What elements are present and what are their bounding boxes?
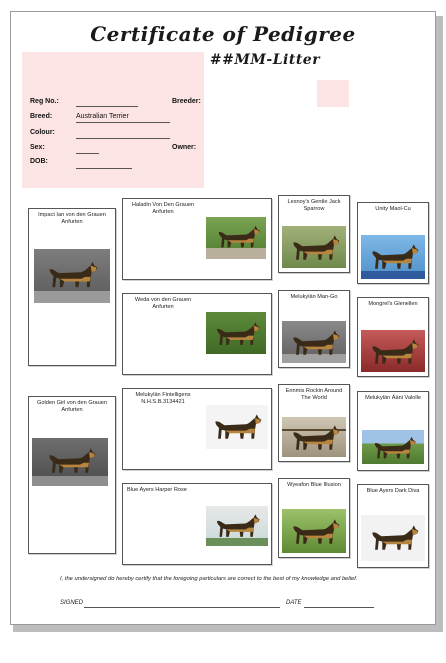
dog-name: Impact Ian von den Grauen Anfurten [38, 212, 106, 225]
dog-name: Ennmis Rockin Around The World [285, 388, 343, 401]
dog-name: Haladin Von Den Grauen Anfurten [131, 202, 195, 215]
colour-line [76, 138, 170, 139]
dog-photo [361, 515, 425, 561]
breed-line [76, 122, 170, 123]
signed-label: SIGNED [60, 600, 84, 606]
dog-photo [361, 235, 425, 279]
pedigree-card-great-grandparent-4 [278, 478, 350, 558]
dog-photo [282, 226, 346, 268]
reg-no-line [76, 106, 138, 107]
pedigree-card-great-great-grandparent-2 [357, 297, 429, 377]
dog-photo [282, 321, 346, 363]
dog-name: Melukylän Man-Go [290, 294, 338, 300]
dog-name: Golden Girl von den Grauen Anfurten [37, 400, 107, 413]
dog-photo [362, 430, 424, 464]
breed-label: Breed: [30, 113, 53, 120]
dob-line [76, 168, 132, 169]
dog-name: Weda von den Grauen Anfurten [134, 297, 192, 310]
pedigree-card-grandparent-1 [122, 198, 272, 280]
pedigree-card-grandparent-2 [122, 293, 272, 375]
reg-no-label: Reg No.: [30, 98, 59, 105]
pedigree-card-grandparent-3 [122, 388, 272, 470]
dog-photo [361, 330, 425, 372]
pedigree-card-great-grandparent-1 [278, 195, 350, 273]
dog-photo [206, 217, 266, 259]
dob-label: DOB: [30, 158, 48, 165]
pedigree-card-great-grandparent-2 [278, 290, 350, 368]
pedigree-card-great-great-grandparent-1 [357, 202, 429, 284]
date-line [304, 607, 374, 608]
pedigree-card-great-great-grandparent-3 [357, 391, 429, 471]
dog-name: Melukylän Fintelligens N.H.S.B.3134421 [135, 392, 191, 405]
colour-label: Colour: [30, 129, 55, 136]
pedigree-card-great-great-grandparent-4 [357, 484, 429, 568]
dog-name: Lesnoy's Gentle Jack Sparrow [287, 199, 341, 212]
sex-line [76, 153, 99, 154]
certificate-title: Certificate of Pedigree [90, 22, 356, 46]
dog-name: Blue Ayers Dark Diva [366, 488, 420, 494]
dog-photo [282, 509, 346, 553]
breeder-label: Breeder: [172, 98, 201, 105]
dog-photo [206, 312, 266, 354]
sex-label: Sex: [30, 144, 45, 151]
dog-name: Melukylän Ääni Valolle [365, 395, 421, 401]
certification-statement: I, the undersigned do hereby certify that the foregoing particulars are correct to the best of my knowledge and belief. [60, 576, 358, 582]
owner-label: Owner: [172, 144, 197, 151]
breed-value: Australian Terrier [76, 113, 129, 120]
dog-photo [206, 405, 268, 449]
date-label: DATE [286, 600, 302, 606]
signature-line [84, 607, 280, 608]
pedigree-card-great-grandparent-3 [278, 384, 350, 462]
dog-photo [32, 438, 108, 486]
dog-photo [34, 249, 110, 303]
pedigree-card-grandparent-4 [122, 483, 272, 565]
pedigree-card-sire [28, 208, 116, 366]
dog-photo [206, 506, 268, 546]
dog-name: Unity Maol-Cu [375, 206, 411, 212]
pedigree-card-dam [28, 396, 116, 554]
dog-name: Wyeafon Blue Illusion [287, 482, 341, 488]
dog-photo [282, 417, 346, 457]
dog-name: Mongrel's Glenellen [368, 301, 418, 307]
logo-placeholder [317, 80, 349, 107]
litter-name: ##MM-Litter [209, 52, 321, 68]
dog-name: Blue Ayers Harper Rose [127, 487, 187, 493]
